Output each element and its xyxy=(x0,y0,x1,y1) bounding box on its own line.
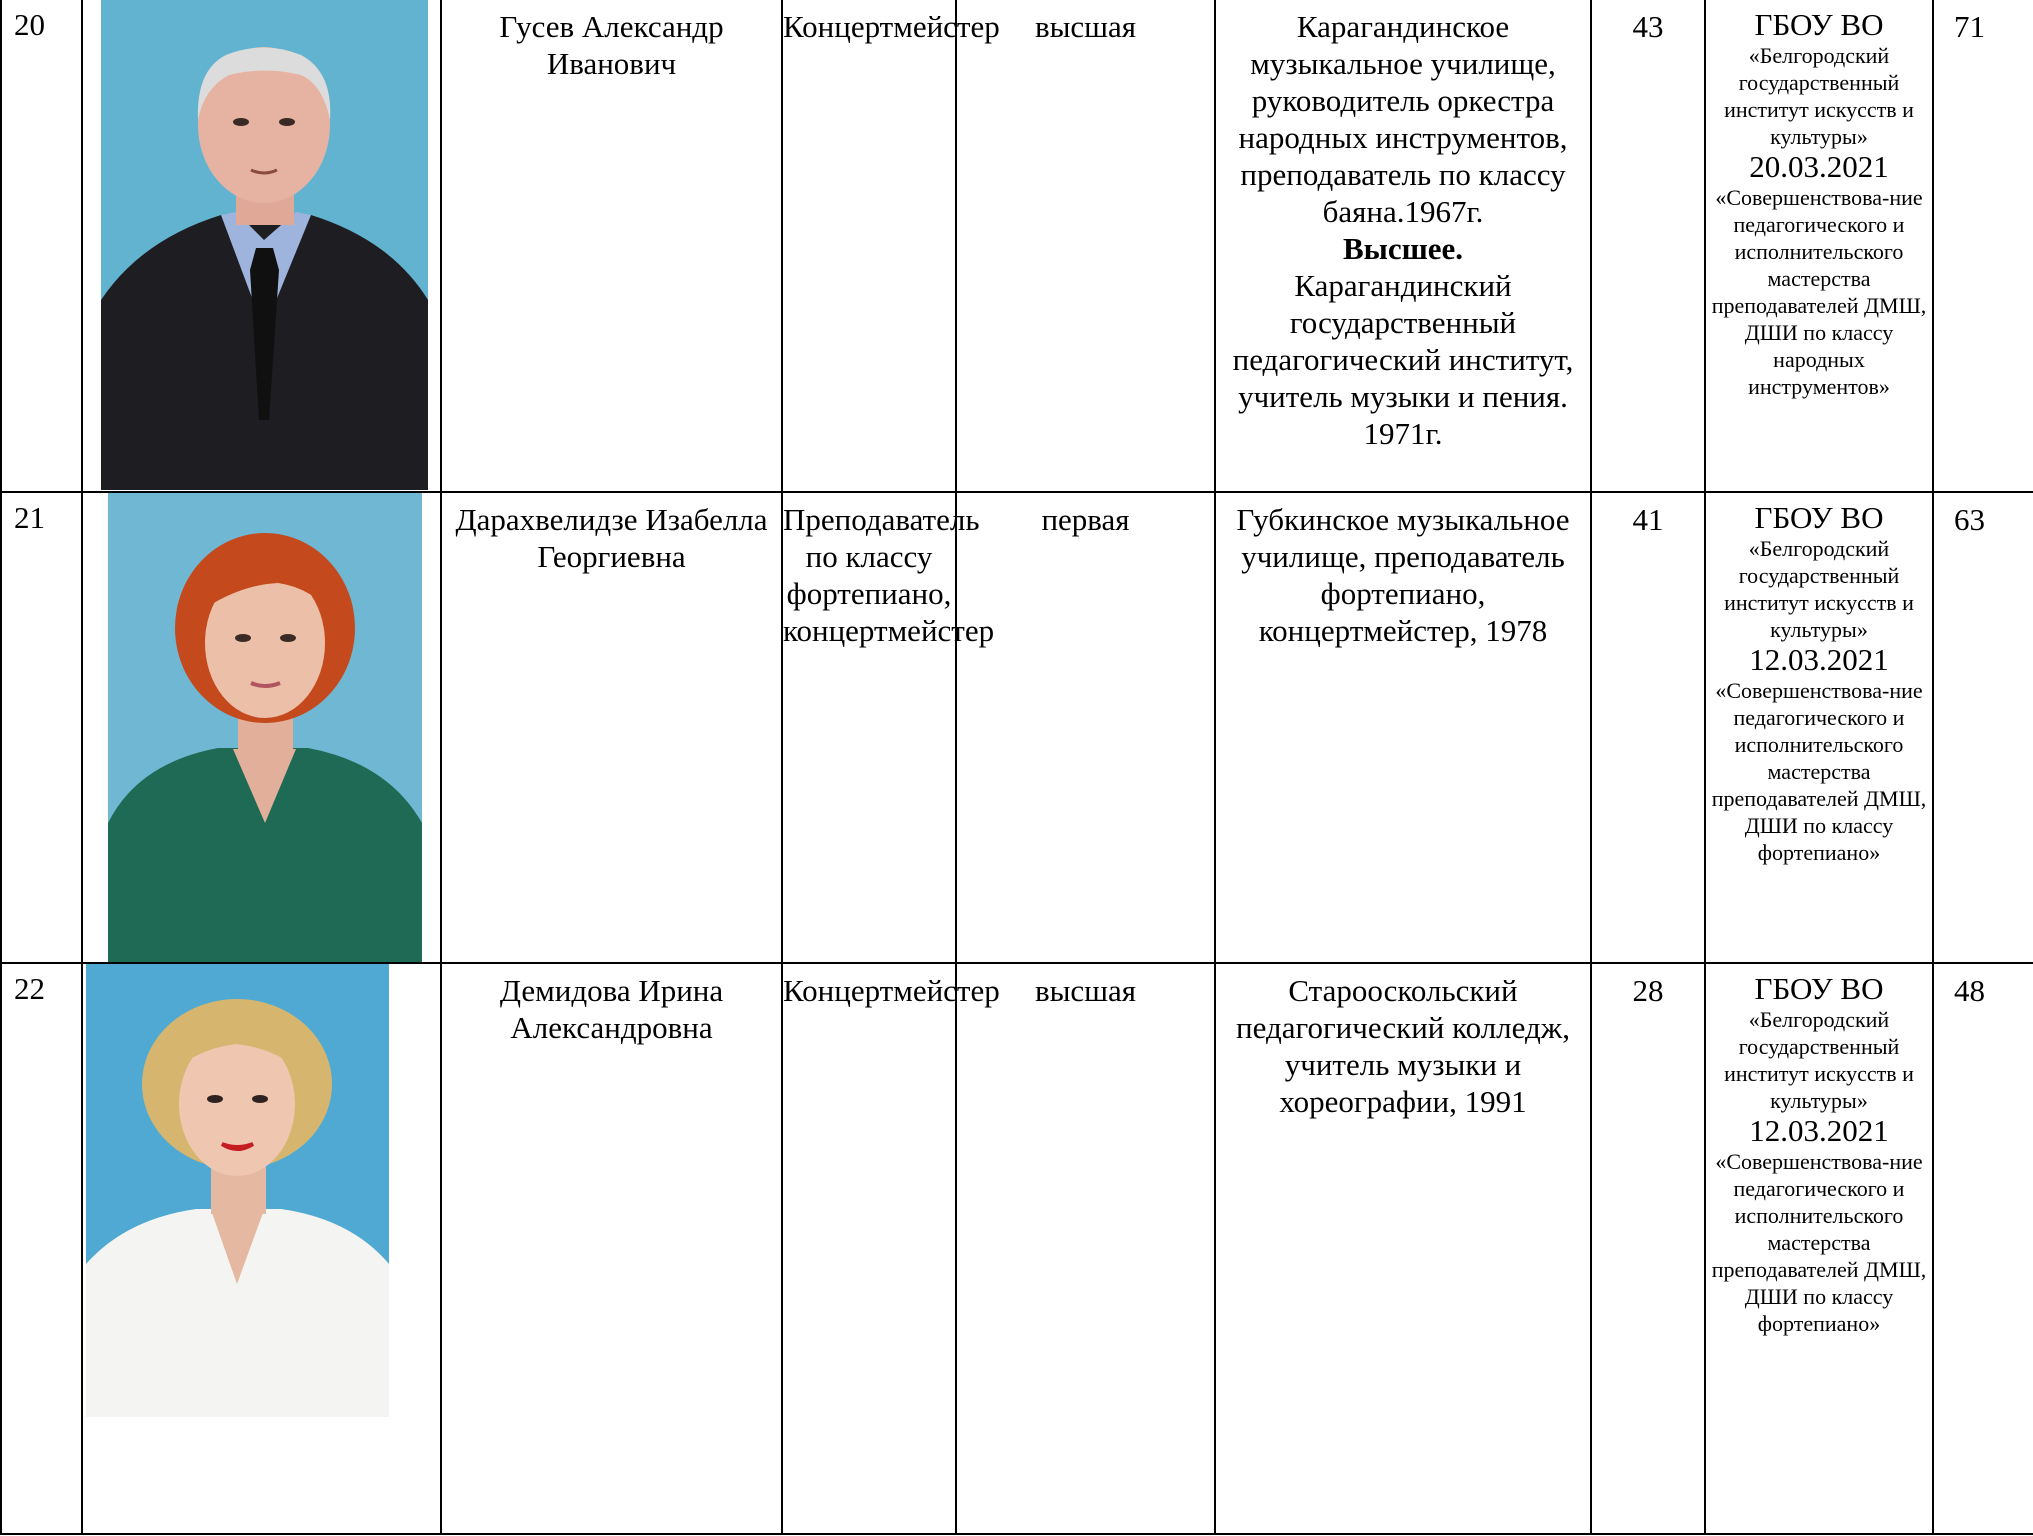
teacher-position: Преподаватель по классу фортепиано, концертмейстер xyxy=(782,492,956,963)
education-line: Высшее. xyxy=(1342,231,1464,266)
photo-cell xyxy=(82,492,441,963)
work-experience: 41 xyxy=(1591,492,1705,963)
course-org: ГБОУ ВО xyxy=(1754,971,1884,1006)
education-line: Карагандинское музыкальное училище, руководитель оркестра народных инструментов, преподаватель по классу баяна.1967г. xyxy=(1238,9,1568,229)
portrait-photo xyxy=(86,964,389,1417)
course-org: ГБОУ ВО xyxy=(1754,500,1884,535)
teacher-position: Концертмейстер xyxy=(782,963,956,1534)
course-title: «Совершенствова-ние педагогического и исполнительского мастерства преподавателей ДМШ, ДШИ по классу фортепиано» xyxy=(1711,1149,1927,1336)
qualification-category: первая xyxy=(956,492,1215,963)
table-row xyxy=(1,492,2033,963)
education-line: Старооскольский педагогический колледж, учитель музыки и хореографии, 1991 xyxy=(1236,973,1570,1119)
education-line: Карагандинский государственный педагогический институт, учитель музыки и пения. 1971г. xyxy=(1232,268,1574,451)
total-experience: 48 xyxy=(1933,963,2033,1534)
portrait-photo xyxy=(101,0,428,490)
total-experience: 63 xyxy=(1933,492,2033,963)
training-course xyxy=(1705,963,1933,1534)
teacher-name: Гусев Александр Иванович xyxy=(441,0,782,492)
training-course xyxy=(1705,0,1933,492)
work-experience: 43 xyxy=(1591,0,1705,492)
course-title: «Совершенствова-ние педагогического и исполнительского мастерства преподавателей ДМШ, ДШИ по классу фортепиано» xyxy=(1711,678,1927,865)
education xyxy=(1215,492,1591,963)
photo-cell xyxy=(82,963,441,1534)
total-experience: 71 xyxy=(1933,0,2033,492)
teacher-name: Демидова Ирина Александровна xyxy=(441,963,782,1534)
qualification-category: высшая xyxy=(956,963,1215,1534)
education xyxy=(1215,0,1591,492)
table-row xyxy=(1,0,2033,492)
portrait-photo xyxy=(108,493,422,962)
course-date: 12.03.2021 xyxy=(1749,1113,1889,1148)
qualification-category: высшая xyxy=(956,0,1215,492)
course-title: «Совершенствова-ние педагогического и исполнительского мастерства преподавателей ДМШ, ДШИ по классу народных инструментов» xyxy=(1711,185,1927,399)
course-date: 20.03.2021 xyxy=(1749,149,1889,184)
table-row xyxy=(1,963,2033,1534)
course-date: 12.03.2021 xyxy=(1749,642,1889,677)
course-institution: «Белгородский государственный институт искусств и культуры» xyxy=(1724,1007,1914,1113)
course-institution: «Белгородский государственный институт искусств и культуры» xyxy=(1724,536,1914,642)
education-line: Губкинское музыкальное училище, преподаватель фортепиано, концертмейстер, 1978 xyxy=(1236,502,1570,648)
education xyxy=(1215,963,1591,1534)
row-number: 21 xyxy=(1,492,82,963)
row-number: 22 xyxy=(1,963,82,1534)
course-org: ГБОУ ВО xyxy=(1754,7,1884,42)
teacher-name: Дарахвелидзе Изабелла Георгиевна xyxy=(441,492,782,963)
photo-cell xyxy=(82,0,441,492)
row-number: 20 xyxy=(1,0,82,492)
course-institution: «Белгородский государственный институт искусств и культуры» xyxy=(1724,43,1914,149)
work-experience: 28 xyxy=(1591,963,1705,1534)
training-course xyxy=(1705,492,1933,963)
teacher-position: Концертмейстер xyxy=(782,0,956,492)
